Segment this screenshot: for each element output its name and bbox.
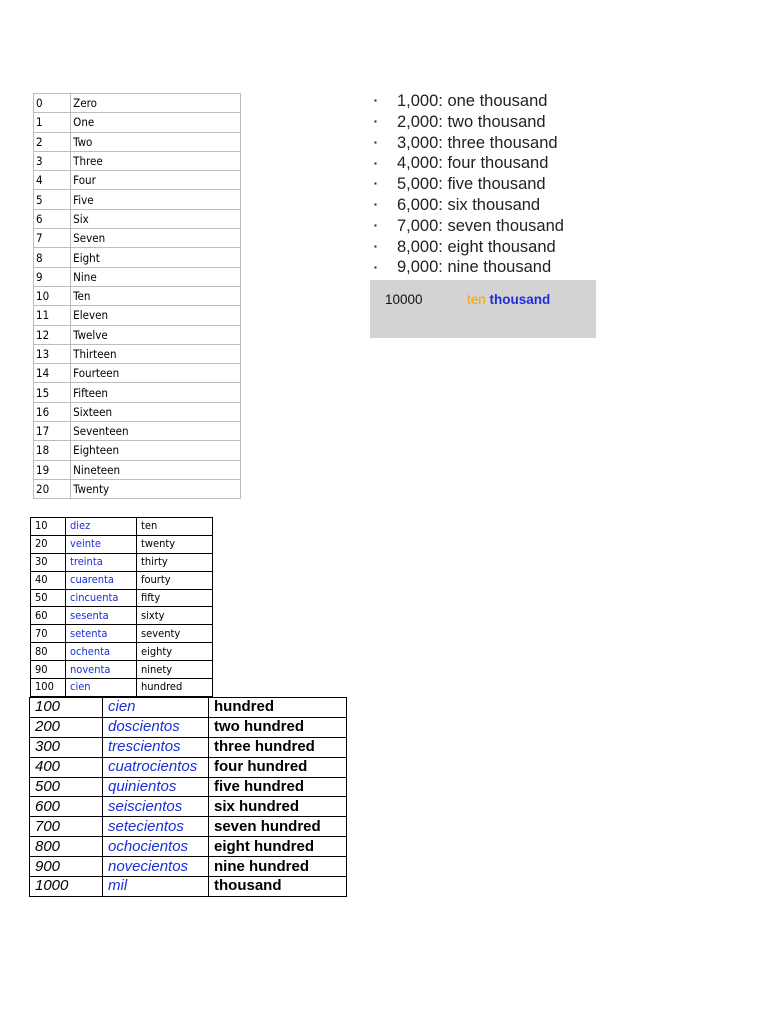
bullet-icon: ▪ [374, 241, 377, 251]
list-item-text: 6,000: six thousand [397, 195, 541, 214]
spanish-word-cell: seiscientos [103, 797, 209, 817]
list-item-text: 5,000: five thousand [397, 175, 546, 194]
table-row [30, 717, 347, 737]
number-cell: 900 [30, 857, 103, 877]
number-cell: 9 [34, 267, 71, 286]
table-row [34, 94, 241, 113]
word-cell: Six [71, 209, 241, 228]
word-cell: Nine [71, 267, 241, 286]
spanish-word-cell: quinientos [103, 777, 209, 797]
table-row [31, 553, 213, 571]
number-cell: 600 [30, 797, 103, 817]
bullet-icon: ▪ [374, 179, 377, 189]
list-item [374, 216, 564, 237]
table-row [34, 113, 241, 132]
ten-thousand-number: 10000 [385, 292, 423, 307]
number-cell: 17 [34, 422, 71, 441]
list-item-text: 9,000: nine thousand [397, 258, 552, 277]
english-word-cell: thirty [137, 553, 213, 571]
table-row [34, 325, 241, 344]
table-row [34, 151, 241, 170]
number-cell: 1 [34, 113, 71, 132]
table-row [31, 571, 213, 589]
table-row [30, 737, 347, 757]
numbers-0-20-table [33, 93, 241, 499]
english-word-cell: two hundred [209, 717, 347, 737]
table-row [30, 877, 347, 897]
table-row [30, 698, 347, 718]
spanish-word-cell: cincuenta [66, 589, 137, 607]
list-item-text: 8,000: eight thousand [397, 237, 556, 256]
number-cell: 10 [34, 286, 71, 305]
spanish-word-cell: sesenta [66, 607, 137, 625]
number-cell: 3 [34, 151, 71, 170]
number-cell: 300 [30, 737, 103, 757]
number-cell: 70 [31, 625, 66, 643]
word-cell: Five [71, 190, 241, 209]
number-cell: 30 [31, 553, 66, 571]
ten-word: ten [467, 292, 486, 307]
list-item-text: 4,000: four thousand [397, 154, 549, 173]
word-cell: Four [71, 171, 241, 190]
list-item [374, 91, 564, 112]
table-row [34, 422, 241, 441]
english-word-cell: four hundred [209, 757, 347, 777]
ten-thousand-word [467, 292, 550, 307]
number-cell: 13 [34, 344, 71, 363]
number-cell: 0 [34, 94, 71, 113]
english-word-cell: six hundred [209, 797, 347, 817]
english-word-cell: eighty [137, 643, 213, 661]
number-cell: 20 [34, 479, 71, 498]
english-word-cell: hundred [209, 698, 347, 718]
word-cell: Eleven [71, 306, 241, 325]
table-row [34, 364, 241, 383]
number-cell: 100 [30, 698, 103, 718]
tens-spanish-table [30, 517, 213, 697]
list-item-text: 3,000: three thousand [397, 133, 558, 152]
word-cell: Nineteen [71, 460, 241, 479]
ten-thousand-box [370, 280, 596, 338]
list-item [374, 174, 564, 195]
number-cell: 8 [34, 248, 71, 267]
number-cell: 14 [34, 364, 71, 383]
bullet-icon: ▪ [374, 137, 377, 147]
number-cell: 100 [31, 679, 66, 697]
english-word-cell: nine hundred [209, 857, 347, 877]
word-cell: Seven [71, 229, 241, 248]
bullet-icon: ▪ [374, 158, 377, 168]
list-item [374, 133, 564, 154]
number-cell: 12 [34, 325, 71, 344]
number-cell: 500 [30, 777, 103, 797]
number-cell: 18 [34, 441, 71, 460]
table-row [34, 460, 241, 479]
number-cell: 60 [31, 607, 66, 625]
table-row [34, 209, 241, 228]
word-cell: Zero [71, 94, 241, 113]
spanish-word-cell: doscientos [103, 717, 209, 737]
table-row [30, 837, 347, 857]
spanish-word-cell: novecientos [103, 857, 209, 877]
bullet-icon: ▪ [374, 221, 377, 231]
list-item [374, 257, 564, 278]
spanish-word-cell: cuatrocientos [103, 757, 209, 777]
number-cell: 20 [31, 535, 66, 553]
table-row [34, 402, 241, 421]
number-cell: 11 [34, 306, 71, 325]
word-cell: One [71, 113, 241, 132]
english-word-cell: twenty [137, 535, 213, 553]
number-cell: 7 [34, 229, 71, 248]
english-word-cell: five hundred [209, 777, 347, 797]
number-cell: 90 [31, 661, 66, 679]
table-row [34, 132, 241, 151]
table-row [31, 607, 213, 625]
number-cell: 1000 [30, 877, 103, 897]
english-word-cell: seventy [137, 625, 213, 643]
spanish-word-cell: cuarenta [66, 571, 137, 589]
word-cell: Sixteen [71, 402, 241, 421]
number-cell: 15 [34, 383, 71, 402]
number-cell: 800 [30, 837, 103, 857]
number-cell: 2 [34, 132, 71, 151]
number-cell: 4 [34, 171, 71, 190]
english-word-cell: fifty [137, 589, 213, 607]
table-row [34, 306, 241, 325]
bullet-icon: ▪ [374, 117, 377, 127]
number-cell: 80 [31, 643, 66, 661]
bullet-icon: ▪ [374, 262, 377, 272]
number-cell: 400 [30, 757, 103, 777]
list-item [374, 112, 564, 133]
word-cell: Three [71, 151, 241, 170]
table-row [31, 643, 213, 661]
table-row [34, 229, 241, 248]
english-word-cell: eight hundred [209, 837, 347, 857]
list-item [374, 153, 564, 174]
number-cell: 10 [31, 518, 66, 536]
spanish-word-cell: noventa [66, 661, 137, 679]
table-row [31, 625, 213, 643]
english-word-cell: hundred [137, 679, 213, 697]
spanish-word-cell: ochenta [66, 643, 137, 661]
bullet-icon: ▪ [374, 200, 377, 210]
table-row [31, 661, 213, 679]
word-cell: Fifteen [71, 383, 241, 402]
table-row [34, 383, 241, 402]
list-item [374, 195, 564, 216]
hundreds-spanish-table [29, 697, 347, 897]
number-cell: 16 [34, 402, 71, 421]
list-item-text: 7,000: seven thousand [397, 216, 564, 235]
table-row [30, 797, 347, 817]
table-row [31, 589, 213, 607]
number-cell: 200 [30, 717, 103, 737]
english-word-cell: sixty [137, 607, 213, 625]
number-cell: 50 [31, 589, 66, 607]
thousands-list [374, 91, 564, 278]
word-cell: Eight [71, 248, 241, 267]
spanish-word-cell: diez [66, 518, 137, 536]
list-item-text: 1,000: one thousand [397, 92, 548, 110]
spanish-word-cell: setecientos [103, 817, 209, 837]
english-word-cell: ninety [137, 661, 213, 679]
spanish-word-cell: ochocientos [103, 837, 209, 857]
spanish-word-cell: veinte [66, 535, 137, 553]
word-cell: Twenty [71, 479, 241, 498]
spanish-word-cell: cien [66, 679, 137, 697]
table-row [31, 535, 213, 553]
table-row [34, 267, 241, 286]
spanish-word-cell: trescientos [103, 737, 209, 757]
table-row [34, 171, 241, 190]
table-row [34, 248, 241, 267]
thousand-word: thousand [489, 292, 551, 307]
number-cell: 5 [34, 190, 71, 209]
table-row [31, 518, 213, 536]
spanish-word-cell: setenta [66, 625, 137, 643]
list-item-text: 2,000: two thousand [397, 112, 546, 131]
english-word-cell: ten [137, 518, 213, 536]
number-cell: 40 [31, 571, 66, 589]
table-row [34, 441, 241, 460]
table-row [34, 479, 241, 498]
list-item [374, 237, 564, 258]
word-cell: Ten [71, 286, 241, 305]
table-row [34, 344, 241, 363]
number-cell: 6 [34, 209, 71, 228]
number-cell: 700 [30, 817, 103, 837]
english-word-cell: seven hundred [209, 817, 347, 837]
table-row [31, 679, 213, 697]
word-cell: Fourteen [71, 364, 241, 383]
bullet-icon: ▪ [374, 96, 377, 106]
spanish-word-cell: cien [103, 698, 209, 718]
number-cell: 19 [34, 460, 71, 479]
table-row [30, 777, 347, 797]
word-cell: Seventeen [71, 422, 241, 441]
spanish-word-cell: treinta [66, 553, 137, 571]
word-cell: Eighteen [71, 441, 241, 460]
spanish-word-cell: mil [103, 877, 209, 897]
word-cell: Thirteen [71, 344, 241, 363]
word-cell: Two [71, 132, 241, 151]
word-cell: Twelve [71, 325, 241, 344]
table-row [34, 190, 241, 209]
english-word-cell: thousand [209, 877, 347, 897]
english-word-cell: fourty [137, 571, 213, 589]
table-row [30, 857, 347, 877]
table-row [30, 817, 347, 837]
table-row [34, 286, 241, 305]
table-row [30, 757, 347, 777]
english-word-cell: three hundred [209, 737, 347, 757]
